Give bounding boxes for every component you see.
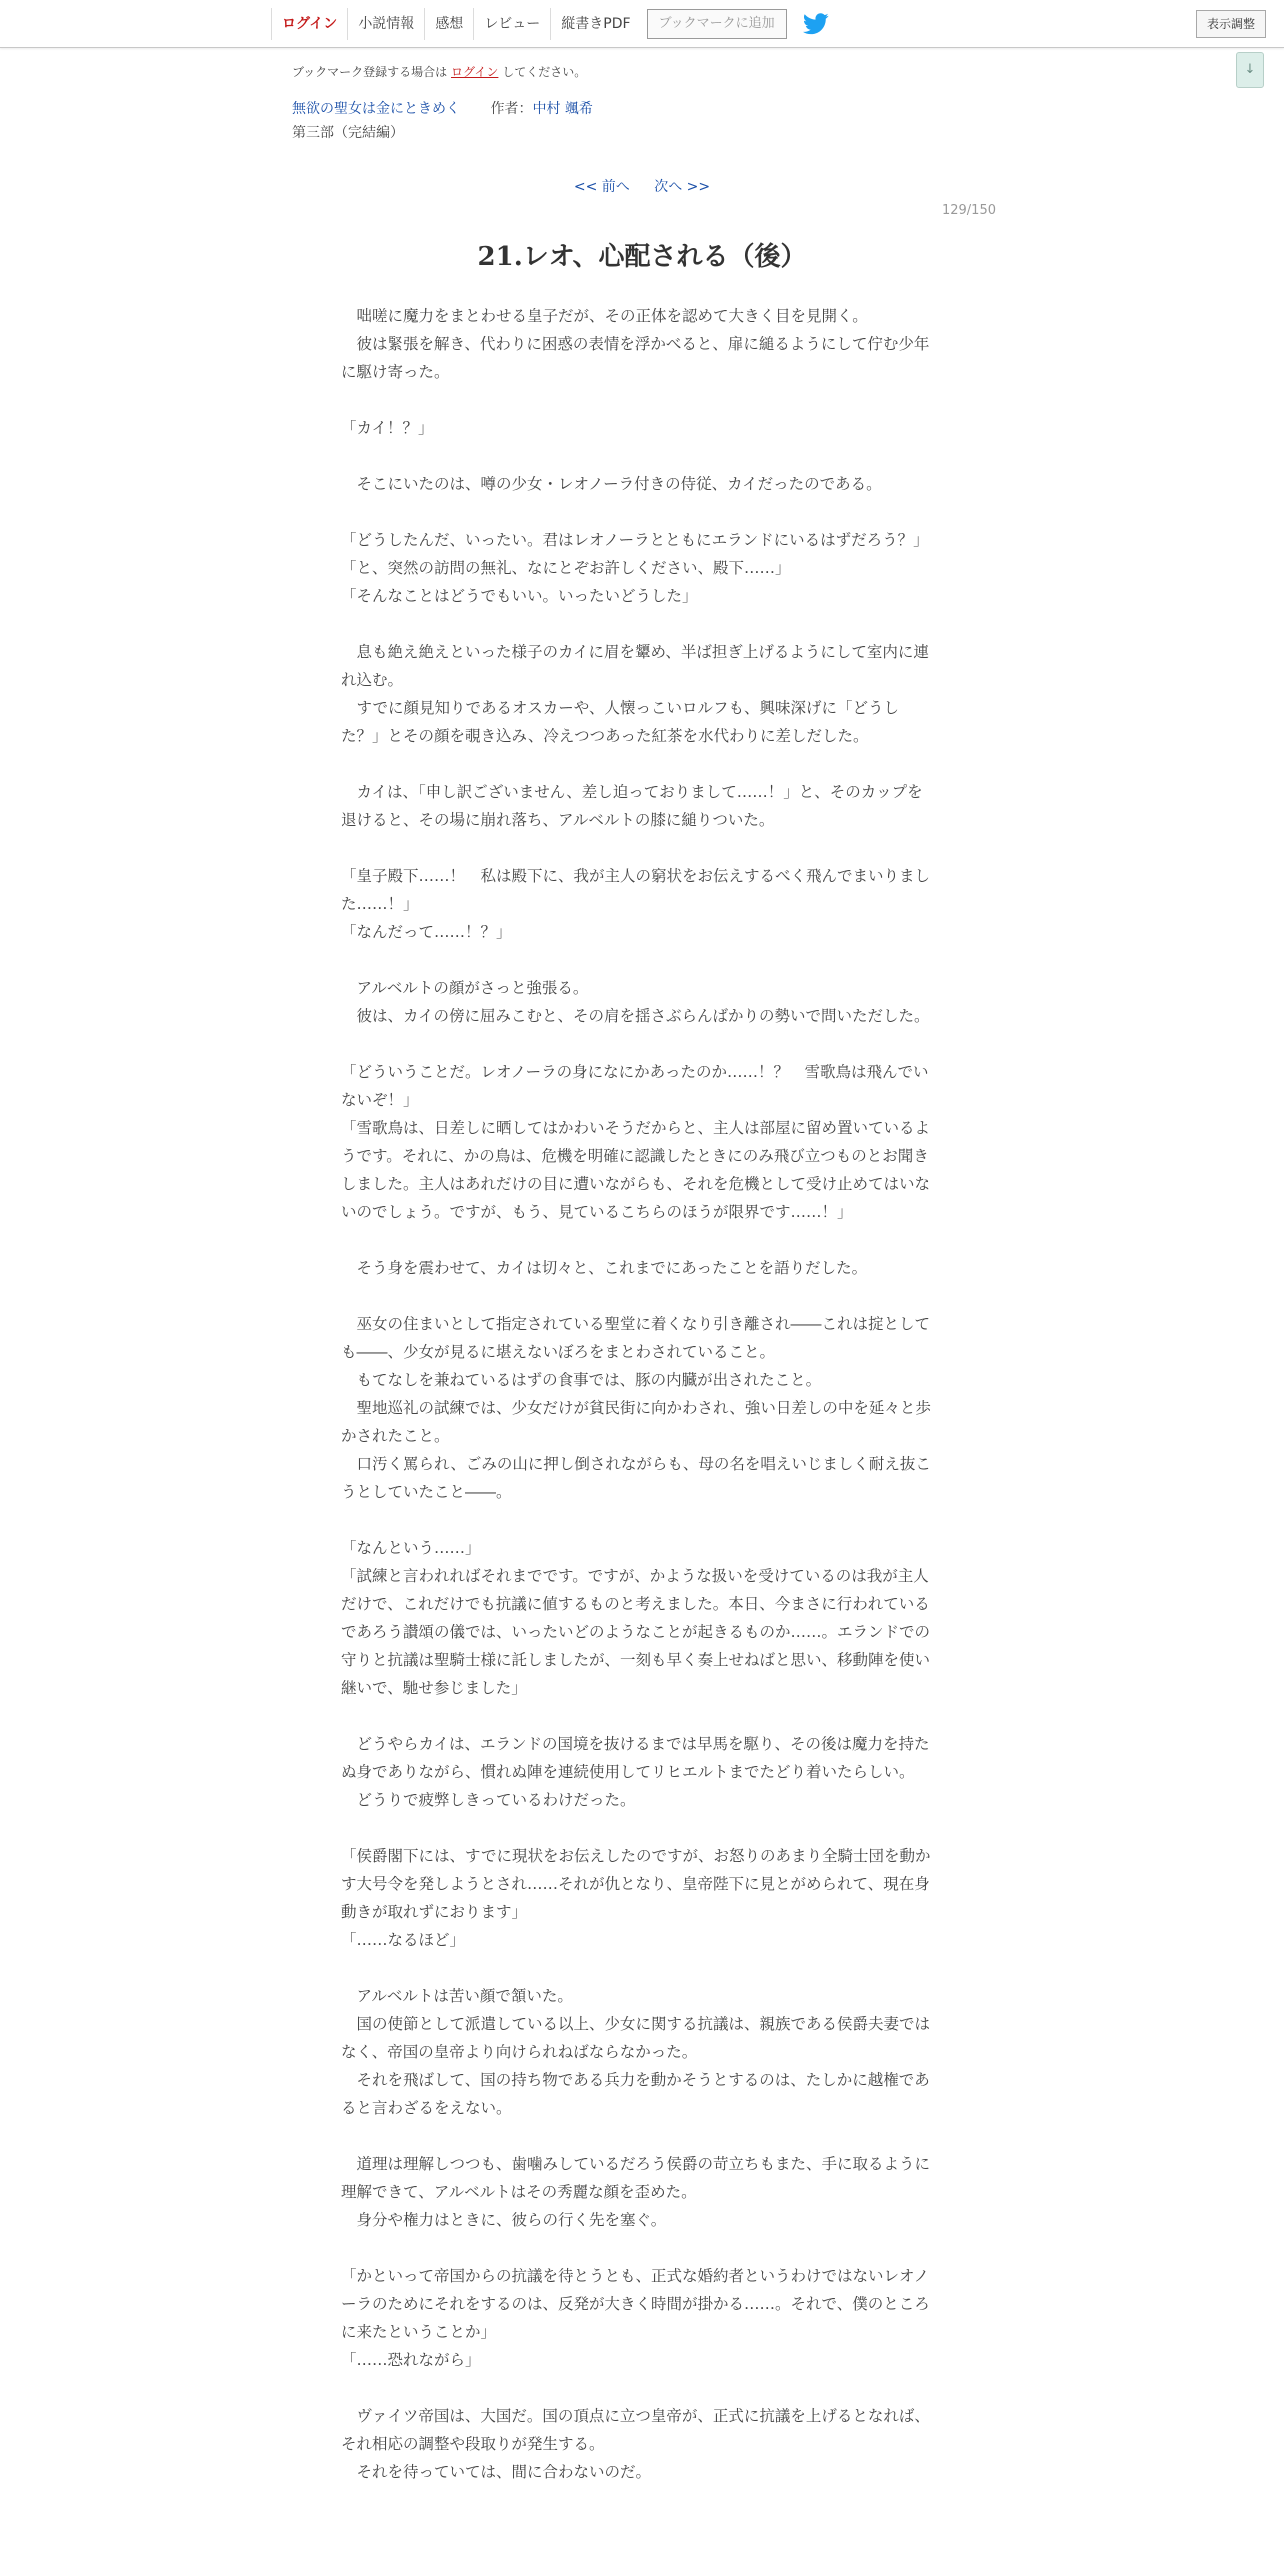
chapter-title: 21.レオ、心配される（後）	[477, 242, 807, 272]
body-line: どうやらカイは、エランドの国境を抜けるまでは早馬を駆り、その後は魔力を持たぬ身でありながら、慣れぬ陣を連続使用してリヒエルトまでたどり着いたらしい。	[341, 1735, 930, 1781]
next-chapter-link[interactable]: 次へ >>	[654, 179, 711, 195]
body-line: 身分や権力はときに、彼らの行く先を塞ぐ。	[341, 2211, 667, 2229]
body-line: カイは、「申し訳ございません、差し迫っておりまして……！」と、そのカップを退けると、その場に崩れ落ち、アルベルトの膝に縋りついた。	[341, 783, 923, 829]
body-line: もてなしを兼ねているはずの食事では、豚の内臓が出されたこと。	[341, 1371, 822, 1389]
body-line: 息も絶え絶えといった様子のカイに眉を顰め、半ば担ぎ上げるようにして室内に連れ込む。	[341, 643, 929, 689]
body-line: すでに顔見知りであるオスカーや、人懐っこいロルフも、興味深げに「どうした？」とその顔を覗き込み、冷えつつあった紅茶を水代わりに差しだした。	[341, 699, 900, 745]
body-line: 「どうしたんだ、いったい。君はレオノーラとともにエランドにいるはずだろう？」	[341, 531, 929, 549]
body-line: 「そんなことはどうでもいい。いったいどうした」	[341, 587, 698, 605]
body-line: 彼は緊張を解き、代わりに困惑の表情を浮かべると、扉に縋るようにして佇む少年に駆け寄った。	[341, 335, 930, 381]
body-line: そこにいたのは、噂の少女・レオノーラ付きの侍従、カイだったのである。	[341, 475, 882, 493]
body-line: 道理は理解しつつも、歯噛みしているだろう侯爵の苛立ちもまた、手に取るように理解できて、アルベルトはその秀麗な顔を歪めた。	[341, 2155, 931, 2201]
body-line: それを飛ばして、国の持ち物である兵力を動かそうとするのは、たしかに越権であると言わざるをえない。	[341, 2071, 930, 2117]
body-line: 「雪歌鳥は、日差しに晒してはかわいそうだからと、主人は部屋に留め置いているようです。それに、かの鳥は、危機を明確に認識したときにのみ飛び立つものとお聞きしました。主人はあれだけの目に遭いながらも、それを危機として受け止めてはいないのでしょう。ですが、もう、見ているこちらのほうが限界です……！」	[341, 1119, 931, 1221]
body-line: 「かといって帝国からの抗議を待とうとも、正式な婚約者というわけではないレオノーラのためにそれをするのは、反発が大きく時間が掛かる……。それで、僕のところに来たということか」	[341, 2267, 930, 2341]
body-line	[341, 2374, 937, 2402]
body-line	[341, 750, 937, 778]
login-note-prefix: ブックマーク登録する場合は	[292, 65, 448, 79]
body-line: 「と、突然の訪問の無礼、なにとぞお許しください、殿下……」	[341, 559, 791, 577]
body-line	[341, 386, 937, 414]
review-link[interactable]: レビュー	[474, 8, 551, 40]
body-line: 「試練と言われればそれまでです。ですが、かような扱いを受けているのは我が主人だけで、これだけでも抗議に値するものと考えました。本日、今まさに行われているであろう讃頌の儀では、いったいどのようなことが起きるものか……。エランドでの守りと抗議は聖騎士様に託しましたが、一刻も早く奏上せねばと思い、移動陣を使い継いで、馳せ参じました」	[341, 1567, 931, 1697]
body-line	[341, 1282, 937, 1310]
body-line	[341, 834, 937, 862]
body-line: 国の使節として派遣している以上、少女に関する抗議は、親族である侯爵夫妻ではなく、帝国の皇帝より向けられねばならなかった。	[341, 2015, 931, 2061]
body-line: 「皇子殿下……！ 私は殿下に、我が主人の窮状をお伝えするべく飛んでまいりました……！」	[341, 867, 931, 913]
login-link[interactable]: ログイン	[271, 8, 348, 40]
body-line: アルベルトは苦い顔で頷いた。	[341, 1987, 573, 2005]
body-line	[341, 946, 937, 974]
body-line: 「どういうことだ。レオノーラの身になにかあったのか……！？ 雪歌鳥は飛んでいないぞ！」	[341, 1063, 929, 1109]
chapter-counter: 129/150	[941, 203, 996, 218]
body-line: 彼は、カイの傍に屈みこむと、その肩を揺さぶらんばかりの勢いで問いただした。	[341, 1007, 930, 1025]
body-line	[341, 1030, 937, 1058]
body-line: 口汚く罵られ、ごみの山に押し倒されながらも、母の名を唱えいじましく耐え抜こうとしていたこと――。	[341, 1455, 931, 1501]
scroll-down-arrow-icon[interactable]: ↓	[1236, 52, 1264, 88]
body-line: 巫女の住まいとして指定されている聖堂に着くなり引き離され――これは掟としても――、少女が見るに堪えないぼろをまとわされていること。	[341, 1315, 931, 1361]
global-nav	[271, 8, 829, 40]
body-line: アルベルトの顔がさっと強張る。	[341, 979, 589, 997]
body-line	[341, 2234, 937, 2262]
add-bookmark-button[interactable]: ブックマークに追加	[647, 9, 787, 39]
display-settings-button[interactable]: 表示調整	[1196, 10, 1266, 38]
body-line: それを待っていては、間に合わないのだ。	[341, 2463, 652, 2481]
login-note-suffix: してください。	[502, 65, 587, 79]
body-line	[341, 1814, 937, 1842]
author-link[interactable]: 中村 颯希	[532, 101, 593, 117]
body-line: 咄嗟に魔力をまとわせる皇子だが、その正体を認めて大きく目を見開く。	[341, 307, 868, 325]
chapter-pager	[0, 176, 1284, 196]
body-line: 聖地巡礼の試練では、少女だけが貧民街に向かわされ、強い日差しの中を延々と歩かされたこと。	[341, 1399, 931, 1445]
novel-title-link[interactable]: 無欲の聖女は金にときめく	[292, 101, 460, 117]
body-line: そう身を震わせて、カイは切々と、これまでにあったことを語りだした。	[341, 1259, 868, 1277]
body-line	[341, 2122, 937, 2150]
twitter-bird-icon[interactable]	[803, 13, 829, 35]
impressions-link[interactable]: 感想	[425, 8, 474, 40]
bookmark-login-note	[292, 63, 586, 80]
body-line	[341, 1954, 937, 1982]
body-line	[341, 1506, 937, 1534]
prev-chapter-link[interactable]: << 前へ	[573, 179, 630, 195]
body-line: 「侯爵閣下には、すでに現状をお伝えしたのですが、お怒りのあまり全騎士団を動かす大号令を発しようとされ……それが仇となり、皇帝陛下に見とがめられて、現在身動きが取れずにおります」	[341, 1847, 931, 1921]
body-line: 「カイ！？」	[341, 419, 434, 437]
body-line	[341, 442, 937, 470]
body-line	[341, 1226, 937, 1254]
novel-title-line	[292, 98, 593, 118]
vertical-pdf-link[interactable]: 縦書きPDF	[561, 16, 631, 32]
body-line: 「……恐れながら」	[341, 2351, 481, 2369]
top-navigation-bar	[0, 0, 1284, 48]
body-line: ヴァイツ帝国は、大国だ。国の頂点に立つ皇帝が、正式に抗議を上げるとなれば、それ相応の調整や段取りが発生する。	[341, 2407, 930, 2453]
body-line	[341, 610, 937, 638]
author-label: 作者：	[490, 101, 533, 117]
login-note-link[interactable]: ログイン	[451, 65, 499, 79]
novel-info-link[interactable]: 小説情報	[348, 8, 425, 40]
body-line: 「なんだって……！？」	[341, 923, 512, 941]
body-line: 「……なるほど」	[341, 1931, 466, 1949]
body-line: 「なんという……」	[341, 1539, 481, 1557]
novel-body-text	[341, 302, 937, 2486]
body-line: どうりで疲弊しきっているわけだった。	[341, 1791, 636, 1809]
chapter-group-title: 第三部（完結編）	[292, 125, 404, 141]
body-line	[341, 498, 937, 526]
body-line	[341, 1702, 937, 1730]
